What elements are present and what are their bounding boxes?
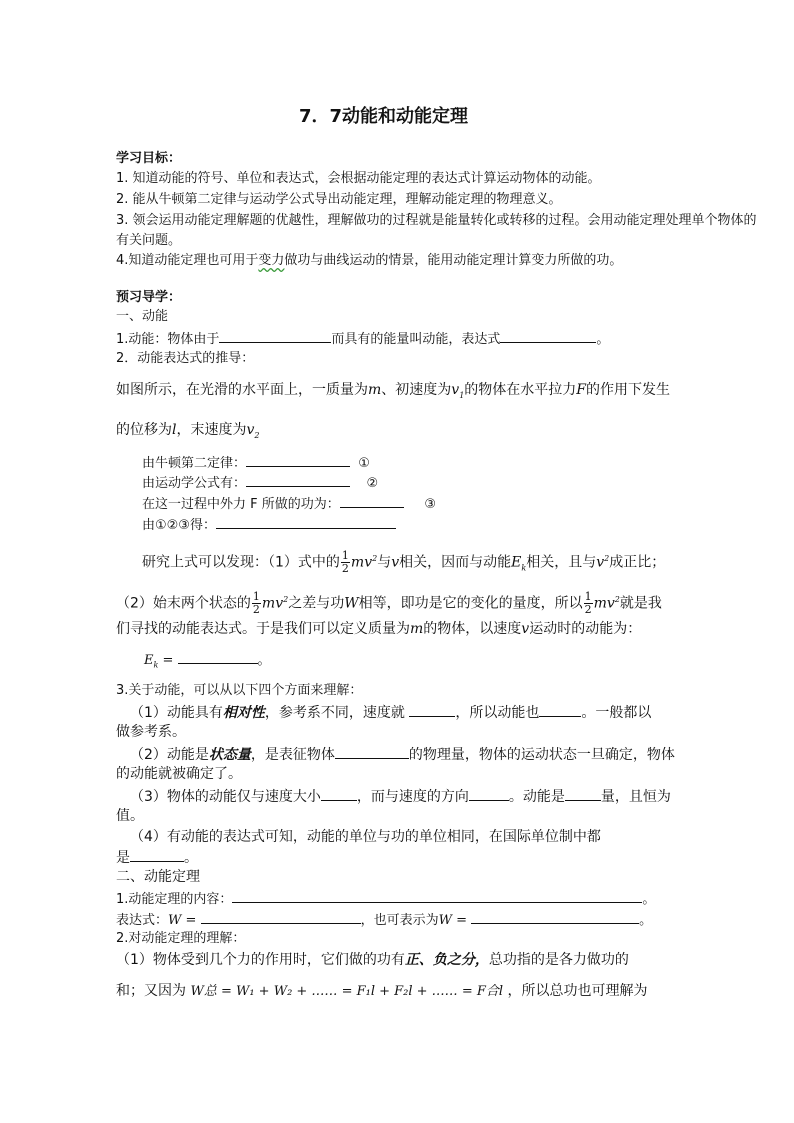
theorem-understanding-1: （1）物体受到几个力的作用时，它们做的功有正、负之分，总功指的是各力做功的: [116, 952, 629, 968]
understanding-3: （3）物体的动能仅与速度大小 ，而与速度的方向 。动能是 量，且恒为: [130, 789, 671, 805]
goals-heading: 学习目标：: [116, 151, 182, 166]
fill-blank: [232, 889, 642, 903]
theorem-understanding-2: 和；又因为 W总 = W₁ + W₂ + …… = F₁l + F₂l + …… = F合l ，所以总功也可理解为: [116, 983, 648, 999]
understanding-2-cont: 的动能就被确定了。: [116, 766, 242, 782]
fill-blank: [219, 329, 331, 343]
derivation-heading: 2．动能表达式的推导：: [116, 351, 255, 366]
fill-blank: [246, 453, 350, 467]
understanding-4-cont: 是 。: [116, 850, 198, 866]
derivation-step-4: 由①②③得：: [142, 515, 396, 535]
fill-blank: [178, 650, 258, 664]
fill-blank: [335, 745, 409, 759]
setup-paragraph-2: 的位移为l，末速度为$v_2$: [116, 422, 260, 440]
derivation-step-3: 在这一过程中外力 F 所做的功为： ③: [142, 494, 436, 514]
research-line-3: 们寻找的动能表达式。于是我们可以定义质量为m的物体，以速度v运动时的动能为：: [116, 621, 642, 637]
fill-blank: [201, 910, 361, 924]
goal-3-cont: 有关问题。: [116, 233, 182, 248]
fill-blank: [246, 473, 350, 487]
fill-blank: [340, 494, 404, 508]
fill-blank: [565, 787, 601, 801]
preview-heading: 预习导学：: [116, 290, 182, 305]
theorem-expression: 表达式：W = ，也可表示为W = 。: [116, 910, 652, 930]
understanding-2: （2）动能是状态量，是表征物体 的物理量，物体的运动状态一旦确定，物体: [130, 747, 675, 763]
goal-2: 2. 能从牛顿第二定律与运动学公式导出动能定理，理解动能定理的物理意义。: [116, 192, 562, 207]
research-line-2: （2）始末两个状态的 $\frac{1}{2}$ $mv^2$之差与功W相等，即功是它的变化的量度，所以 $\frac{1}{2}$ $mv^2$就是我: [116, 590, 662, 617]
understanding-4: （4）有动能的表达式可知，动能的单位与功的单位相同，在国际单位制中都: [130, 829, 601, 845]
goal-4-emphasis: 变力: [258, 253, 285, 268]
goal-4: 4.知道动能定理也可用于变力做功与曲线运动的情景，能用动能定理计算变力所做的功。: [116, 253, 623, 268]
fraction-half: $\frac{1}{2}$: [584, 590, 592, 617]
page-title: 7．7动能和动能定理: [299, 106, 469, 127]
research-line-1: 研究上式可以发现：（1）式中的 $\frac{1}{2}$ $mv^2$与v相关，因而与动能$E_k$相关，且与$v^2$成正比；: [142, 549, 666, 576]
fill-blank: [500, 329, 596, 343]
section-2-heading: 二、动能定理: [116, 869, 200, 885]
derivation-step-1: 由牛顿第二定律： ①: [142, 453, 370, 473]
fill-blank: [409, 703, 455, 717]
goal-1: 1. 知道动能的符号、单位和表达式，会根据动能定理的表达式计算运动物体的动能。: [116, 171, 601, 186]
understanding-1-cont: 做参考系。: [116, 724, 186, 740]
kinetic-energy-blank: $E_k$ = 。: [144, 650, 271, 675]
theorem-understanding-heading: 2.对动能定理的理解：: [116, 931, 246, 946]
derivation-step-2: 由运动学公式有： ②: [142, 473, 378, 493]
fraction-half: $\frac{1}{2}$: [252, 590, 260, 617]
fill-blank: [216, 515, 396, 529]
section-1-heading: 一、动能: [116, 309, 169, 324]
understanding-1: （1）动能具有相对性，参考系不同，速度就 ，所以动能也 。一般都以: [130, 705, 652, 721]
goal-3: 3. 领会运用动能定理解题的优越性，理解做功的过程就是能量转化或转移的过程。会用动能定理处理单个物体的: [116, 213, 757, 228]
kinetic-energy-definition: 1.动能：物体由于 而具有的能量叫动能，表达式 。: [116, 329, 609, 349]
fill-blank: [471, 910, 639, 924]
theorem-content: 1.动能定理的内容： 。: [116, 889, 655, 909]
fraction-half: $\frac{1}{2}$: [341, 549, 349, 576]
understanding-heading: 3.关于动能，可以从以下四个方面来理解：: [116, 683, 363, 698]
fill-blank: [469, 787, 509, 801]
fill-blank: [539, 703, 581, 717]
setup-paragraph-1: 如图所示，在光滑的水平面上，一质量为m、初速度为$v_1$的物体在水平拉力F的作用下发生: [116, 382, 671, 400]
understanding-3-cont: 值。: [116, 808, 144, 824]
fill-blank: [321, 787, 357, 801]
fill-blank: [130, 848, 184, 862]
